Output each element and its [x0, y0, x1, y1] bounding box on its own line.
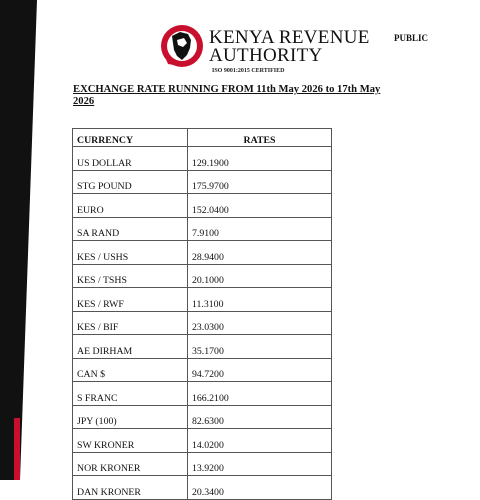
- rate-cell: 20.1000: [188, 264, 332, 288]
- iso-certification: ISO 9001:2015 CERTIFIED: [212, 68, 285, 74]
- table-row: [73, 241, 332, 265]
- currency-cell: EURO: [73, 194, 188, 218]
- org-name-line1: KENYA REVENUE: [209, 27, 370, 48]
- currency-cell: SW KRONER: [73, 429, 188, 453]
- document-title: EXCHANGE RATE RUNNING FROM 11th May 2026 to 17th May 2026: [73, 84, 381, 107]
- table-row: [73, 194, 332, 218]
- currency-cell: DAN KRONER: [73, 476, 188, 500]
- table-row: [73, 170, 332, 194]
- table-row: [73, 358, 332, 382]
- table-row: [73, 335, 332, 359]
- currency-cell: JPY (100): [73, 405, 188, 429]
- table-row: [73, 264, 332, 288]
- currency-cell: KES / BIF: [73, 311, 188, 335]
- column-header-rates: RATES: [188, 129, 332, 147]
- table-row: [73, 452, 332, 476]
- rate-cell: 82.6300: [188, 405, 332, 429]
- table-row: [73, 288, 332, 312]
- rate-cell: 166.2100: [188, 382, 332, 406]
- table-row: [73, 476, 332, 500]
- rate-cell: 175.9700: [188, 170, 332, 194]
- rate-cell: 13.9200: [188, 452, 332, 476]
- rate-cell: 152.0400: [188, 194, 332, 218]
- rate-cell: 28.9400: [188, 241, 332, 265]
- currency-cell: AE DIRHAM: [73, 335, 188, 359]
- rate-cell: 7.9100: [188, 217, 332, 241]
- currency-cell: SA RAND: [73, 217, 188, 241]
- table-row: [73, 429, 332, 453]
- rate-cell: 20.3400: [188, 476, 332, 500]
- column-header-currency: CURRENCY: [73, 129, 188, 147]
- rate-cell: 94.7200: [188, 358, 332, 382]
- currency-cell: US DOLLAR: [73, 147, 188, 171]
- table-row: [73, 217, 332, 241]
- org-name-line2: AUTHORITY: [209, 45, 323, 66]
- table-row: [73, 405, 332, 429]
- currency-cell: CAN $: [73, 358, 188, 382]
- rate-cell: 11.3100: [188, 288, 332, 312]
- decorative-side-stripe: [0, 0, 40, 480]
- table-row: [73, 382, 332, 406]
- currency-cell: KES / RWF: [73, 288, 188, 312]
- classification-label: PUBLIC: [394, 33, 429, 43]
- rate-cell: 129.1900: [188, 147, 332, 171]
- exchange-rate-table: [72, 128, 332, 500]
- table-header-row: [73, 129, 332, 147]
- currency-cell: STG POUND: [73, 170, 188, 194]
- rate-cell: 14.0200: [188, 429, 332, 453]
- currency-cell: NOR KRONER: [73, 452, 188, 476]
- currency-cell: KES / USHS: [73, 241, 188, 265]
- table-row: [73, 147, 332, 171]
- table-row: [73, 311, 332, 335]
- rate-cell: 23.0300: [188, 311, 332, 335]
- currency-cell: S FRANC: [73, 382, 188, 406]
- rate-cell: 35.1700: [188, 335, 332, 359]
- currency-cell: KES / TSHS: [73, 264, 188, 288]
